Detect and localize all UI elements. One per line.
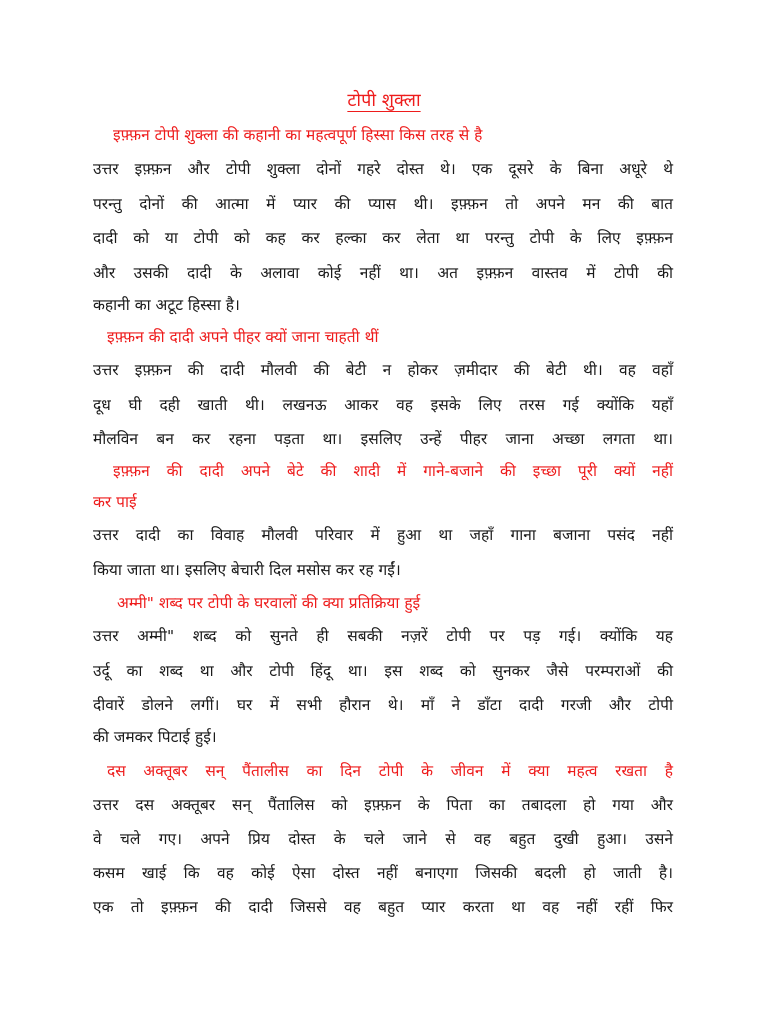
answer-line: दादी को या टोपी को कह कर हल्का कर लेता था परन्तु टोपी के लिए इफ़्फ़न [93,229,673,247]
answer-line: उत्तर अम्मी" शब्द को सुनते ही सबकी नज़रें टोपी पर पड़ गई। क्योंकि यह [93,627,673,645]
answer-line: दूध घी दही खाती थी। लखनऊ आकर वह इसके लिए तरस गई क्योंकि यहाँ [93,396,673,414]
answer-line: किया जाता था। इसलिए बेचारी दिल मसोस कर रह गईं। [93,561,401,579]
answer-line: की जमकर पिटाई हुई। [93,728,217,746]
answer-line: वे चले गए। अपने प्रिय दोस्त के चले जाने से वह बहुत दुखी हुआ। उसने [93,830,673,848]
question-2: इफ़्फ़न की दादी अपने पीहर क्यों जाना चाहती थीं [107,328,379,346]
answer-line: परन्तु दोनों की आत्मा में प्यार की प्यास थी। इफ़्फ़न तो अपने मन की बात [93,195,673,213]
question-5: दस अक्तूबर सन् पैंतालीस का दिन टोपी के जीवन में क्या महत्व रखता है [107,762,673,780]
answer-line: उत्तर दस अक्तूबर सन् पैंतालिस को इफ़्फ़न के पिता का तबादला हो गया और [93,796,673,814]
answer-line: एक तो इफ़्फ़न की दादी जिससे वह बहुत प्यार करता था वह नहीं रहीं फिर [93,898,673,916]
question-3-cont: कर पाई [93,493,137,511]
answer-line: उत्तर दादी का विवाह मौलवी परिवार में हुआ था जहाँ गाना बजाना पसंद नहीं [93,526,673,544]
question-4: अम्मी" शब्द पर टोपी के घरवालों की क्या प्रतिक्रिया हुई [117,594,421,612]
answer-line: मौलविन बन कर रहना पड़ता था। इसलिए उन्हें पीहर जाना अच्छा लगता था। [93,430,673,448]
answer-line: और उसकी दादी के अलावा कोई नहीं था। अत इफ़्फ़न वास्तव में टोपी की [93,264,673,282]
page-title: टोपी शुक्ला [347,90,421,111]
answer-line: दीवारें डोलने लगीं। घर में सभी हौरान थे। माँ ने डाँटा दादी गरजी और टोपी [93,696,673,714]
question-3: इफ़्फ़न की दादी अपने बेटे की शादी में गाने-बजाने की इच्छा पूरी क्यों नहीं [113,462,673,480]
answer-line: कसम खाई कि वह कोई ऐसा दोस्त नहीं बनाएगा जिसकी बदली हो जाती है। [93,864,673,882]
answer-line: उत्तर इफ़्फ़न की दादी मौलवी की बेटी न होकर ज़मीदार की बेटी थी। वह वहाँ [93,361,673,379]
answer-line: उर्दू का शब्द था और टोपी हिंदू था। इस शब्द को सुनकर जैसे परम्पराओं की [93,662,673,680]
question-1: इफ़्फ़न टोपी शुक्ला की कहानी का महत्वपूर्ण हिस्सा किस तरह से है [113,126,483,144]
answer-line: कहानी का अटूट हिस्सा है। [93,296,240,314]
answer-line: उत्तर इफ़्फ़न और टोपी शुक्ला दोनों गहरे दोस्त थे। एक दूसरे के बिना अधूरे थे [93,160,673,178]
